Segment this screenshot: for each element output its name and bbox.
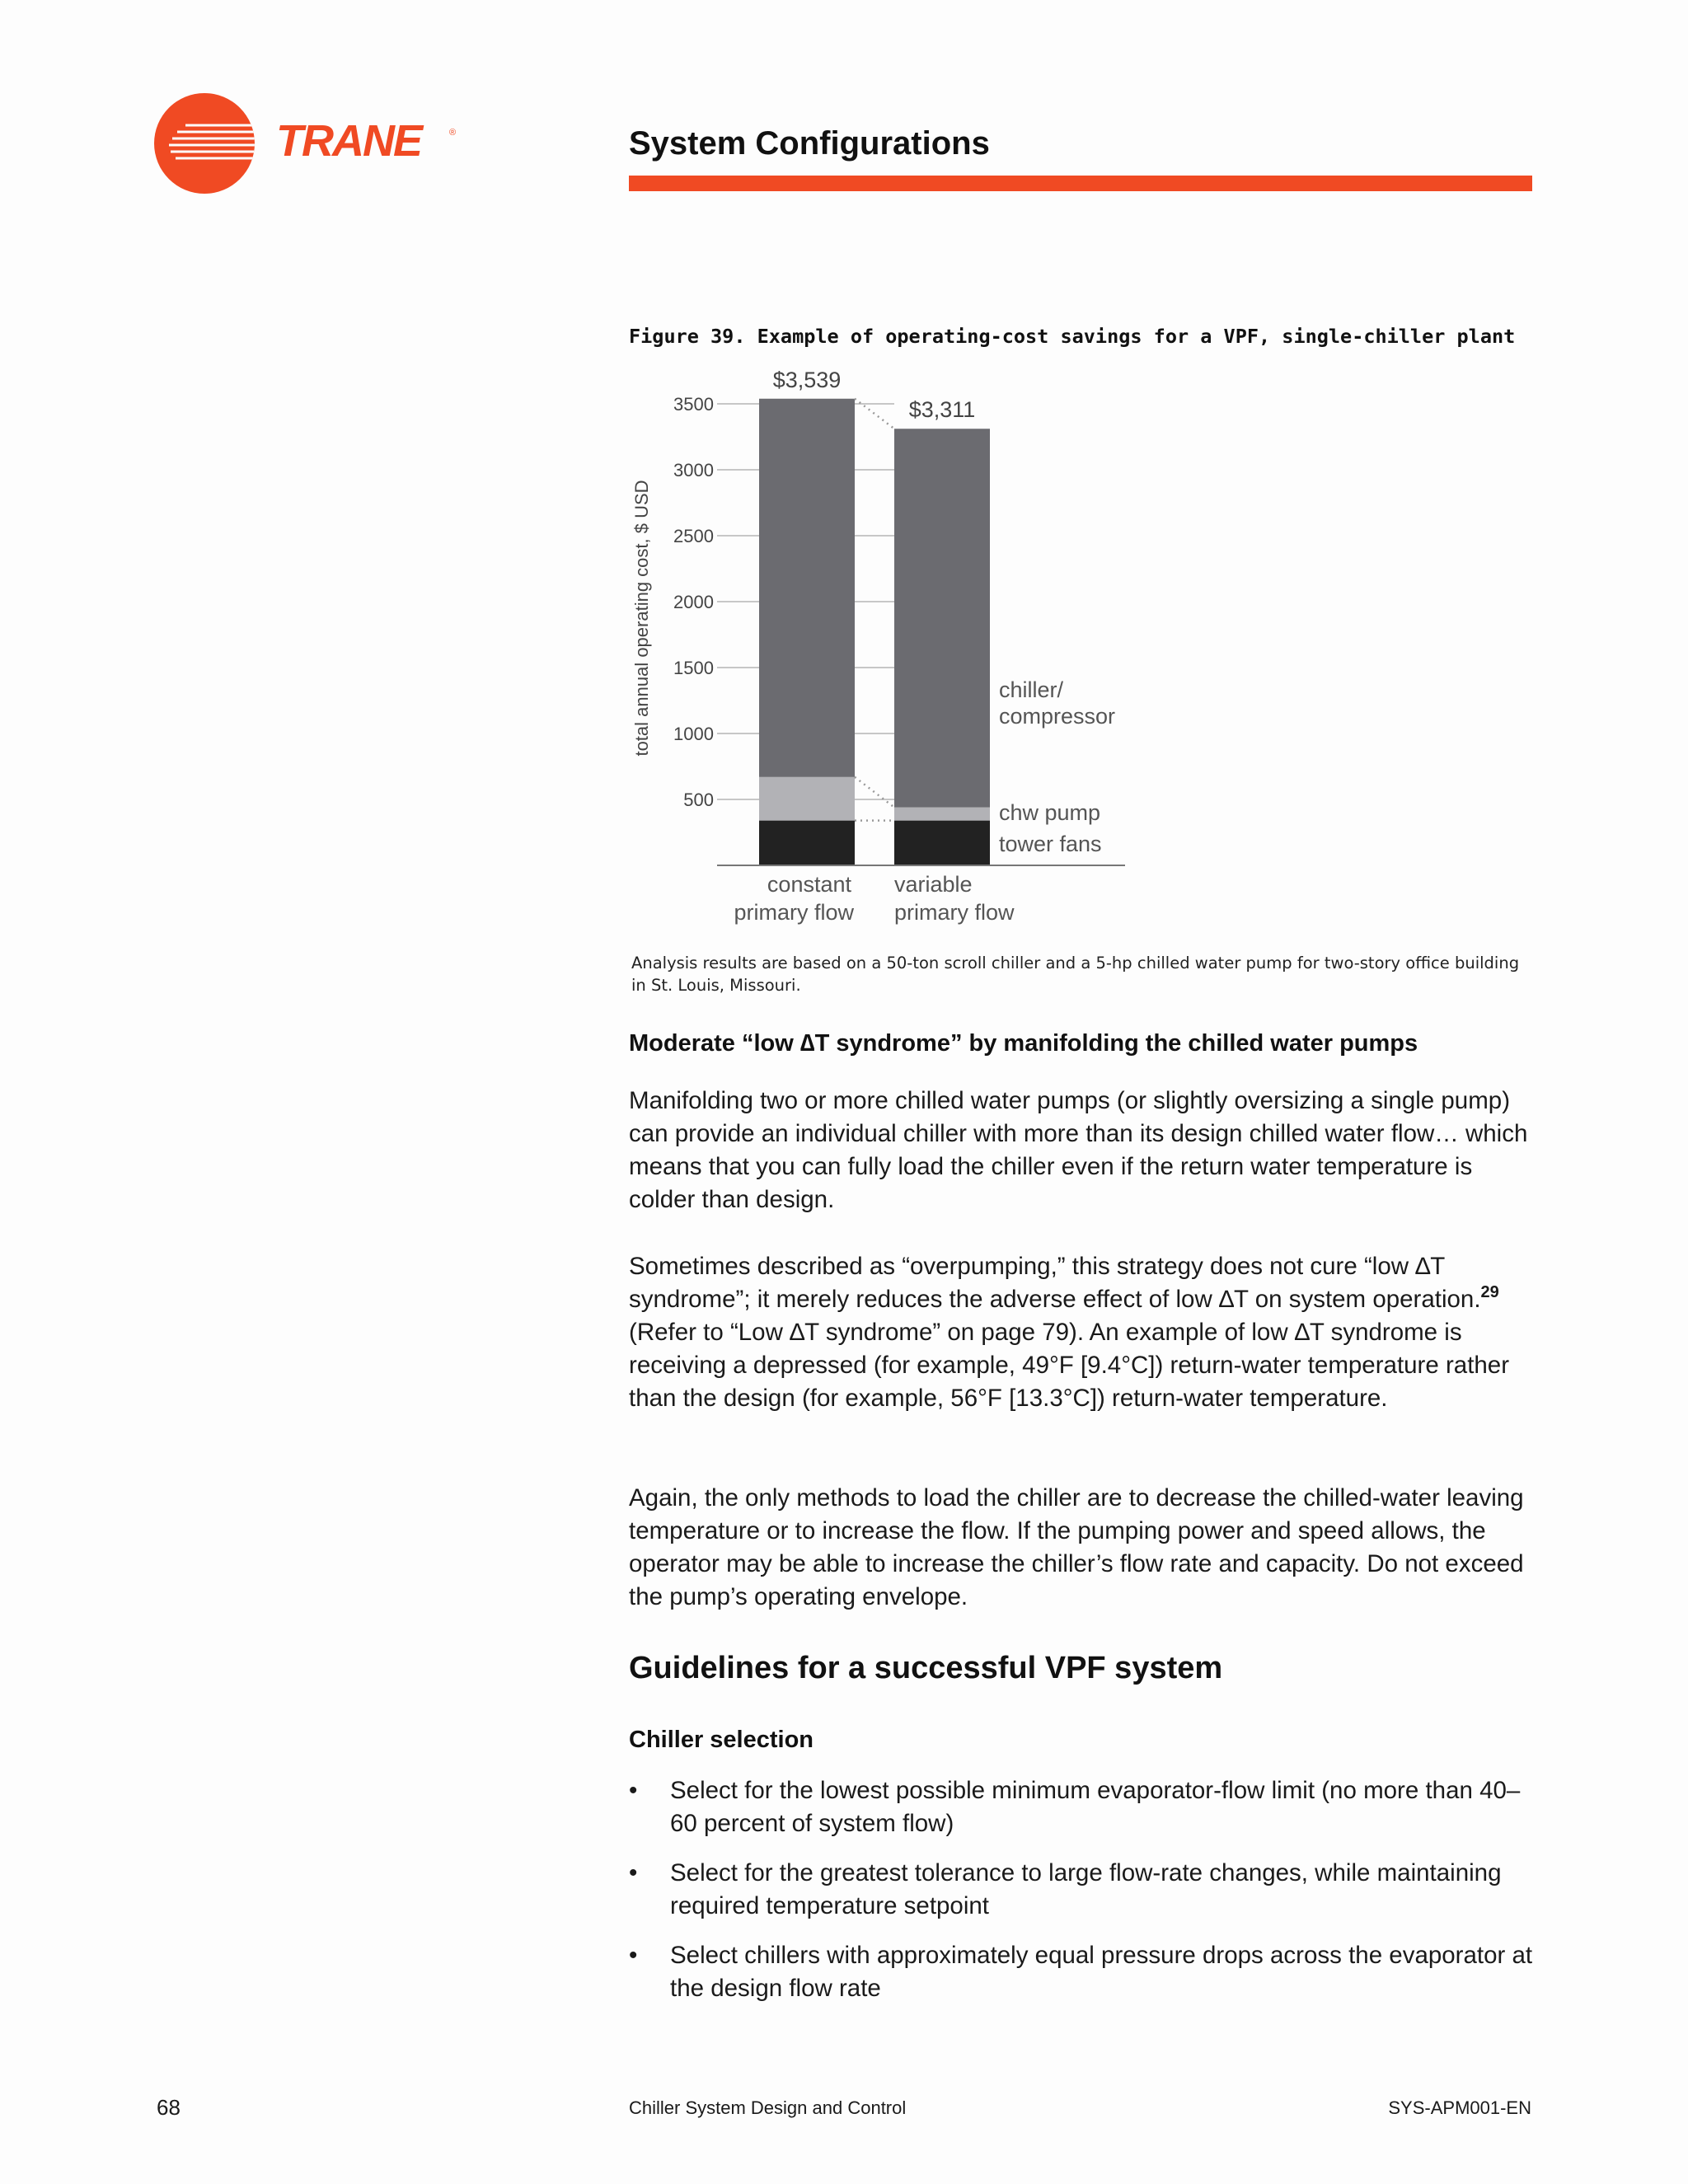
logo-wordmark: TRANE bbox=[276, 116, 421, 166]
chart-connectors bbox=[855, 399, 894, 821]
paragraph-overpumping bbox=[629, 1250, 1536, 1415]
y-tick-label: 1000 bbox=[673, 724, 714, 744]
connector-line bbox=[855, 399, 894, 429]
x-category-label: primary flow bbox=[734, 900, 854, 925]
paragraph-manifolding: Manifolding two or more chilled water pumps (or slightly oversizing a single pump) can provide an individual chiller with more than its design chilled water flow… which means that you can fully load the chiller even if the return water temperature is colder than design. bbox=[629, 1087, 1528, 1213]
series-label: chiller/ bbox=[999, 677, 1064, 702]
header-accent-bar bbox=[629, 176, 1532, 191]
paragraph-overpumping-part1: Sometimes described as “overpumping,” this strategy does not cure “low ∆T syndrome”; it merely reduces the adverse effect of low ∆T on system operation. bbox=[629, 1253, 1481, 1313]
footnote-ref[interactable]: 29 bbox=[1480, 1283, 1499, 1301]
bullet-marker: • bbox=[629, 1859, 638, 1886]
bar-segment bbox=[894, 808, 990, 821]
chart-gridlines bbox=[717, 404, 894, 799]
paragraph-overpumping-part2: (Refer to “Low ∆T syndrome” on page 79). An example of low ∆T syndrome is receiving a depressed (for example, 49°F [9.4°C]) return-water temperature rather than the design (for example, 56°F [13.3°C]) return-water temperature. bbox=[629, 1319, 1510, 1412]
chart-y-ticks bbox=[673, 394, 714, 810]
list-item-text: Select for the lowest possible minimum evaporator-flow limit (no more than 40–60 percent of system flow) bbox=[670, 1777, 1521, 1837]
y-tick-label: 3500 bbox=[673, 394, 714, 415]
footer-doc-title: Chiller System Design and Control bbox=[629, 2097, 907, 2118]
y-axis-label: total annual operating cost, $ USD bbox=[631, 480, 652, 757]
chart-labels bbox=[734, 368, 1115, 925]
list-item-text: Select for the greatest tolerance to large flow-rate changes, while maintaining required temperature setpoint bbox=[670, 1859, 1502, 1919]
total-value-label: $3,539 bbox=[772, 367, 842, 392]
y-tick-label: 3000 bbox=[673, 460, 714, 480]
y-tick-label: 2000 bbox=[673, 592, 714, 612]
series-label: tower fans bbox=[999, 832, 1102, 856]
bullet-marker: • bbox=[629, 1942, 638, 1969]
section-heading-low-dt: Moderate “low ∆T syndrome” by manifolding the chilled water pumps bbox=[629, 1030, 1418, 1057]
y-tick-label: 500 bbox=[683, 790, 714, 810]
x-category-label: primary flow bbox=[894, 900, 1015, 925]
bar-segment bbox=[759, 777, 855, 821]
y-tick-label: 1500 bbox=[673, 658, 714, 678]
x-category-label: constant bbox=[767, 872, 851, 897]
chart-bars bbox=[759, 399, 990, 865]
bar-segment bbox=[759, 821, 855, 865]
list-item-text: Select chillers with approximately equal pressure drops across the evaporator at the design flow rate bbox=[670, 1942, 1533, 2002]
trane-logo bbox=[152, 92, 466, 195]
footer-doc-code: SYS-APM001-EN bbox=[1388, 2097, 1531, 2118]
page-number: 68 bbox=[157, 2095, 181, 2120]
total-value-label: $3,311 bbox=[908, 397, 976, 423]
bullet-marker: • bbox=[629, 1777, 638, 1804]
bar-segment bbox=[894, 429, 990, 807]
page-title: System Configurations bbox=[629, 125, 990, 162]
paragraph-load-methods: Again, the only methods to load the chiller are to decrease the chilled-water leaving temperature or to increase the flow. If the pumping power and speed allows, the operator may be able to increase the chiller’s flow rate and capacity. Do not exceed the pump’s operating envelope. bbox=[629, 1484, 1524, 1610]
bar-segment bbox=[759, 399, 855, 777]
series-label: chw pump bbox=[999, 800, 1101, 825]
subheading-chiller-selection: Chiller selection bbox=[629, 1727, 814, 1753]
figure-caption: Figure 39. Example of operating-cost savings for a VPF, single-chiller plant bbox=[629, 325, 1516, 348]
x-category-label: variable bbox=[894, 872, 973, 897]
y-tick-label: 2500 bbox=[673, 526, 714, 546]
bar-segment bbox=[894, 821, 990, 865]
connector-line bbox=[855, 777, 894, 808]
svg-text:®: ® bbox=[449, 128, 457, 138]
series-label: compressor bbox=[999, 704, 1116, 729]
figure-note: Analysis results are based on a 50-ton scroll chiller and a 5-hp chilled water pump for two-story office building in St. Louis, Missouri. bbox=[631, 954, 1520, 995]
section-heading-guidelines: Guidelines for a successful VPF system bbox=[629, 1651, 1223, 1685]
